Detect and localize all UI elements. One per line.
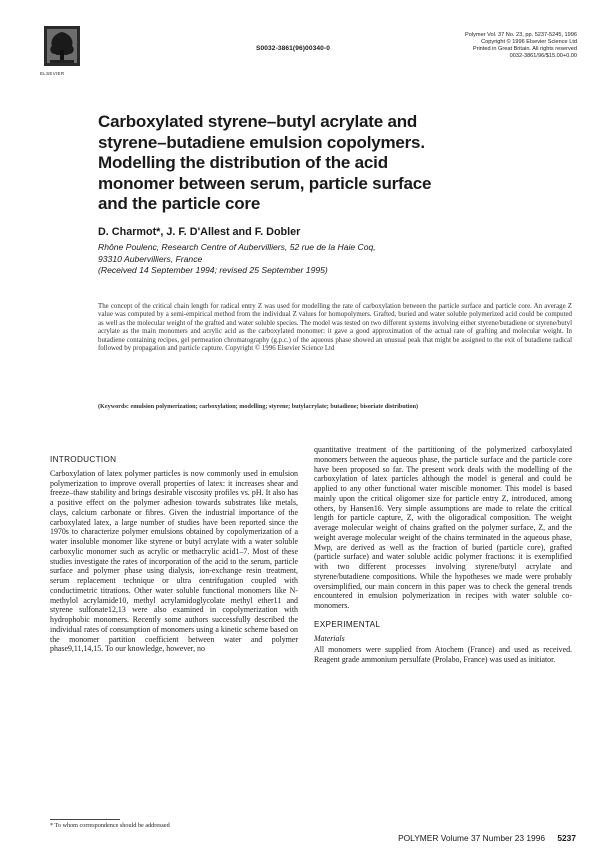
affiliation (98, 242, 376, 277)
title-line: and the particle core (98, 194, 261, 213)
paper-title (98, 112, 538, 215)
section-heading-introduction: INTRODUCTION (50, 455, 117, 464)
footnote-divider (50, 819, 120, 820)
journal-meta-line: Printed in Great Britain. All rights reserved (472, 46, 577, 53)
materials-paragraph: All monomers were supplied from Atochem (France) and used as received. Reagent grade ammonium persulfate (Prolabo, France) was used as initiator. (314, 645, 572, 664)
left-column (50, 455, 298, 654)
journal-meta (387, 32, 577, 60)
footer-journal: POLYMER Volume 37 Number 23 1996 (398, 833, 546, 843)
title-line: styrene–butadiene emulsion copolymers. (98, 132, 425, 152)
right-column (314, 445, 572, 665)
publisher-logo-label: ELSEVIER (40, 71, 65, 76)
page-footer (398, 833, 576, 843)
journal-meta-line: Polymer Vol. 37 No. 23, pp. 5237-5245, 1996 (465, 32, 577, 38)
pii-code: S0032-3861(96)00340-0 (256, 45, 330, 52)
affiliation-line: 93310 Aubervilliers, France (98, 253, 203, 264)
title-line: monomer between serum, particle surface (98, 173, 432, 193)
received-dates: (Received 14 September 1994; revised 25 September 1995) (98, 265, 328, 276)
body-paragraph: Carboxylation of latex polymer particles is now commonly used in emulsion polymerization to improve overall properties of latex: it increases shear and freeze–thaw stability and brings desirable viscosity profiles vs. pH. It also has a positive effect on the polymer adhesion towards substrates like metals, clays, calcium carbonate or fibres. Given the industrial importance of the carboxylated latex, a large number of studies have been reported since the 1970s to characterize polymer emulsions obtained by copolymerization of a water insoluble monomer like styrene or butyl acrylate with a water soluble carboxylic monomer such as acrylic or methacrylic acid1–7. Most of these studies investigate the rates of incorporation of the acid to the serum, particle surface and polymer phase using dialysis, ion-exchange resin treatment, serum replacement technique or ultra centrifugation coupled with conductimetric titrations. Other water soluble functional monomers like N-methylol acrylamide10, methyl acrylamidoglycolate methyl ether11 and styrene sulfonate12,13 were also examined in copolymerization with hydrophobic monomers. Recently some authors successfully described the individual rates of consumption of monomers using a kinetic scheme based on the monomer partition coefficient between water and polymer phase9,11,14,15. To our knowledge, however, no (50, 468, 298, 654)
correspondence-footnote: * To whom correspondence should be addressed (50, 822, 170, 829)
section-heading-experimental: EXPERIMENTAL (314, 619, 381, 629)
elsevier-tree-logo-icon (44, 26, 80, 70)
body-paragraph: quantitative treatment of the partitioning of the polymerized carboxylated monomers between the aqueous phase, the particle surface and the particle core have been proposed so far. The present work deals with the modelling of the carboxylation of latex particles although the model is general and could be applied to any other functional water miscible monomer. This model is based mainly upon the critical oligomer size for particle entry Z, introduced, among others, by Hansen16. Very simple assumptions are made to relate the critical length for particle capture, Z, with the oligoradical composition. The weight average molecular weight of chains grafted on the polymer surface, Z, and the weight average molecular weight of the chains terminated in the aqueous phase, Mwp, are derived as well as the fraction of buried (particle core), grafted (particle surface) and water soluble acidic polymer fractions: it is exemplified with two different processes involving styrene/butyl acrylate and styrene/butadiene compositions. While the hypotheses we made were probably oversimplified, our main concern in this paper was to check the general trends encountered in emulsion polymerization in recipes with water soluble co-monomers. (314, 445, 572, 610)
author-list: D. Charmot*, J. F. D'Allest and F. Dobler (98, 226, 301, 238)
affiliation-line: Rhône Poulenc, Research Centre of Aubervilliers, 52 rue de la Haie Coq, (98, 242, 376, 252)
abstract: The concept of the critical chain length for radical entry Z was used for modelling the rate of carboxylation between the particle surface and particle core. An average Z value was computed by a semi-empirical method from the individual Z values for homopolymers. Grafted, buried and water soluble polymerized acid could be computed as well as the molecular weight of the grafted and water soluble species. The model was tested on two different systems involving either styrene/butadiene or styrene/butyl acrylate as the main monomers and acrylic acid as the carboxylated monomer: it gave a good approximation of the actual rate of grafting and molecular weight. In butadiene containing recipes, gel permeation chromatography (g.p.c.) of the aqueous phase showed an unusual peak that might be assigned to the exit of butadiene radical followed by propagation and particle capture. Copyright © 1996 Elsevier Science Ltd (98, 302, 572, 353)
title-line: Modelling the distribution of the acid (98, 153, 388, 172)
subsection-heading-materials: Materials (314, 633, 345, 643)
page-number: 5237 (557, 833, 576, 843)
journal-meta-line: 0032-3861/96/$15.00+0.00 (509, 53, 577, 60)
keywords: (Keywords: emulsion polymerization; carboxylation; modelling; styrene; butylacrylate; butadiene; bisoriate distribution) (98, 403, 419, 410)
journal-meta-line: Copyright © 1996 Elsevier Science Ltd (481, 39, 577, 46)
title-line: Carboxylated styrene–butyl acrylate and (98, 112, 418, 131)
